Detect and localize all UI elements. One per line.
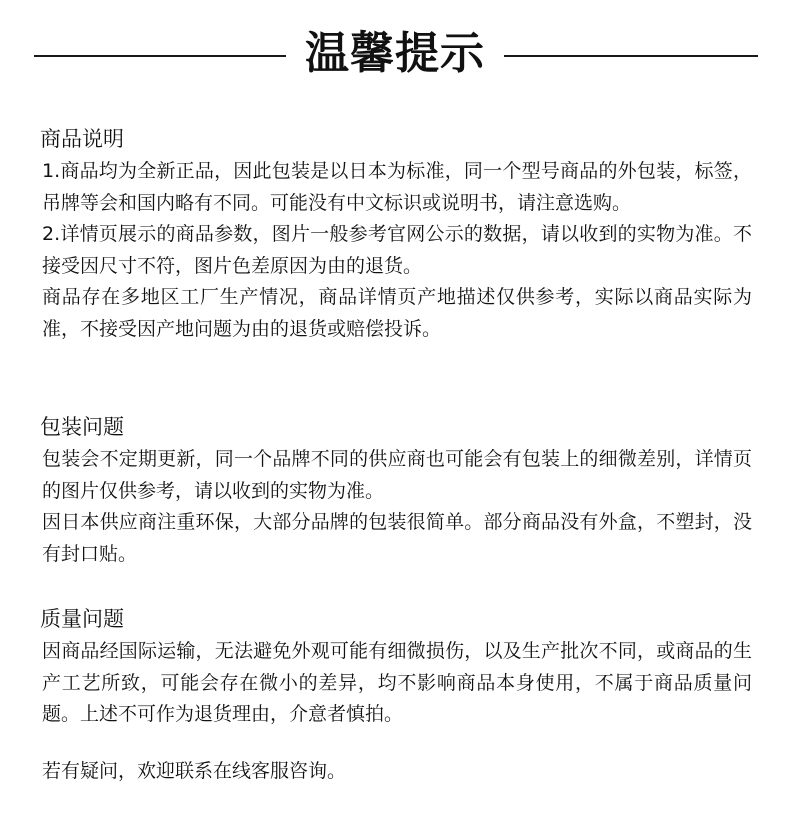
section-heading: 质量问题 — [40, 607, 124, 631]
paragraph: 因日本供应商注重环保，大部分品牌的包装很简单。部分商品没有外盒，不塑封，没有封口贴。 — [42, 511, 752, 565]
page-title: 温馨提示 — [305, 28, 485, 79]
paragraph: 1.商品均为全新正品，因此包装是以日本为标准，同一个型号商品的外包装，标签，吊牌等会和国内略有不同。可能没有中文标识或说明书，请注意选购。 — [42, 160, 752, 214]
section-quality — [40, 604, 752, 731]
paragraph: 因商品经国际运输，无法避免外观可能有细微损伤，以及生产批次不同，或商品的生产工艺所致，可能会存在微小的差异，均不影响商品本身使用，不属于商品质量问题。上述不可作为退货理由，介意者慎拍。 — [42, 640, 752, 725]
section-packaging — [40, 412, 752, 570]
paragraph: 2.详情页展示的商品参数，图片一般参考官网公示的数据，请以收到的实物为准。不接受因尺寸不符，图片色差原因为由的退货。 — [42, 223, 752, 277]
paragraph: 包装会不定期更新，同一个品牌不同的供应商也可能会有包装上的细微差别，详情页的图片仅供参考，请以收到的实物为准。 — [42, 448, 752, 502]
closing-note: 若有疑问，欢迎联系在线客服咨询。 — [42, 760, 347, 782]
section-heading: 包装问题 — [40, 415, 124, 439]
section-heading: 商品说明 — [40, 127, 124, 151]
title-banner — [0, 22, 790, 88]
section-product-description — [40, 124, 752, 345]
paragraph: 商品存在多地区工厂生产情况，商品详情页产地描述仅供参考，实际以商品实际为准，不接受因产地问题为由的退货或赔偿投诉。 — [42, 286, 752, 340]
title-right-rule — [504, 55, 758, 57]
title-left-rule — [34, 55, 286, 57]
